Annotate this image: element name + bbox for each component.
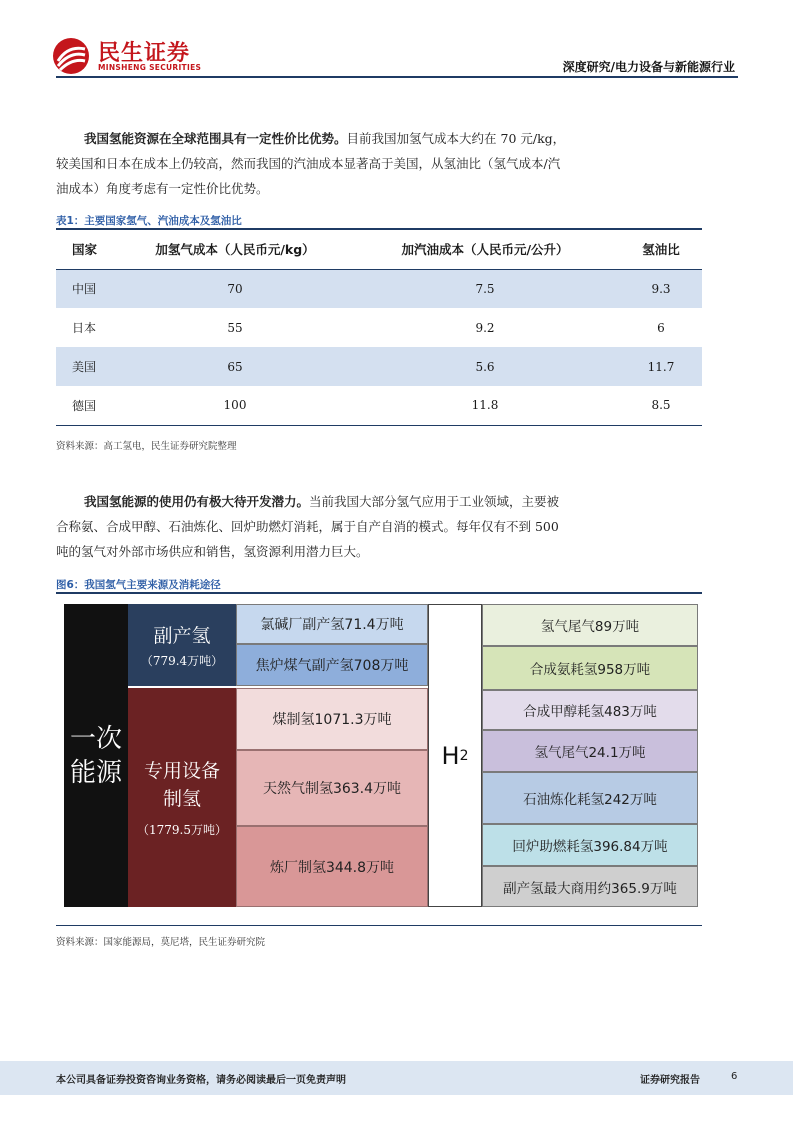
table-cell: 8.5 (620, 386, 702, 425)
hydrogen-flow-diagram (64, 604, 698, 907)
caption-divider (56, 592, 702, 594)
hydrogen-center-label (428, 604, 482, 907)
byproduct-source-item: 氯碱厂副产氢71.4万吨 (236, 604, 428, 644)
dedicated-source-item: 炼厂制氢344.8万吨 (236, 826, 428, 907)
page-footer (0, 1061, 793, 1095)
page-header (0, 0, 793, 80)
primary-energy-block (64, 604, 128, 907)
paragraph-potential (56, 489, 616, 564)
byproduct-total: （779.4万吨） (140, 654, 224, 668)
page-number: 6 (731, 1071, 738, 1082)
footer-report-type: 证券研究报告 (640, 1075, 700, 1086)
figure-source: 资料来源：国家能源局，莫尼塔，民生证券研究院 (56, 937, 266, 948)
hydrogen-subscript: 2 (459, 747, 469, 764)
paragraph-text: 目前我国加氢气成本大约在 70 元/kg， (346, 131, 566, 146)
primary-energy-label: 一次 (69, 723, 122, 754)
brand-name-en: MINSHENG SECURITIES (98, 63, 202, 72)
consumption-item: 副产氢最大商用约365.9万吨 (482, 866, 698, 907)
consumption-item: 氢气尾气89万吨 (482, 604, 698, 646)
figure-caption: 图6：我国氢气主要来源及消耗途径 (56, 579, 221, 591)
byproduct-source-item: 焦炉煤气副产氢708万吨 (236, 644, 428, 686)
table-cell: 70 (120, 269, 350, 308)
table-cell: 6 (657, 320, 665, 335)
table-cell: 中国 (56, 269, 120, 308)
table-cell: 65 (120, 347, 350, 386)
header-divider (56, 76, 738, 78)
table-header-cell: 国家 (56, 230, 120, 269)
table-caption: 表1：主要国家氢气、汽油成本及氢油比 (56, 215, 242, 227)
table-cell: 美国 (56, 347, 120, 386)
table-row (56, 308, 702, 347)
footer-disclaimer: 本公司具备证券投资咨询业务资格，请务必阅读最后一页免责声明 (56, 1075, 346, 1086)
consumption-item: 石油炼化耗氢242万吨 (482, 772, 698, 824)
table-cell: 9.2 (475, 320, 495, 335)
paragraph-line: 吨的氢气对外部市场供应和销售，氢资源利用潜力巨大。 (56, 544, 369, 559)
dedicated-source-item: 天然气制氢363.4万吨 (236, 750, 428, 826)
byproduct-hydrogen-block (128, 604, 236, 686)
table-header-cell: 氢油比 (620, 230, 702, 269)
byproduct-title: 副产氢 (153, 625, 211, 647)
table-row (56, 347, 702, 386)
table-row (56, 386, 702, 425)
table-row (56, 269, 702, 308)
dedicated-source-item: 煤制氢1071.3万吨 (236, 688, 428, 750)
brand-name-cn: 民生证券 (98, 41, 191, 66)
consumption-item: 合成氨耗氢958万吨 (482, 646, 698, 690)
consumption-item: 合成甲醇耗氢483万吨 (482, 690, 698, 730)
table-cell: 100 (120, 386, 350, 425)
primary-energy-label: 能源 (69, 757, 122, 788)
table-cell: 德国 (56, 386, 120, 425)
dedicated-total: （1779.5万吨） (137, 823, 227, 837)
table-cell: 7.5 (350, 269, 620, 308)
table-cell: 11.8 (350, 386, 620, 425)
table-cell: 9.3 (620, 269, 702, 308)
table-header-row (56, 230, 702, 269)
table-header-cell: 加氢气成本（人民币元/kg） (120, 230, 350, 269)
hydrogen-symbol: H (441, 741, 460, 770)
figure-source-divider (56, 925, 702, 926)
paragraph-line: 较美国和日本在成本上仍较高，然而我国的汽油成本显著高于美国，从氢油比（氢气成本/汽 (56, 156, 561, 171)
report-category: 深度研究/电力设备与新能源行业 (562, 60, 735, 74)
cost-table (56, 230, 702, 426)
dedicated-title: 制氢 (162, 788, 201, 810)
table-cell: 11.7 (620, 347, 702, 386)
table-cell: 55 (227, 320, 243, 335)
table-header-cell: 加汽油成本（人民币元/公升） (350, 230, 620, 269)
dedicated-title: 专用设备 (143, 760, 220, 782)
minsheng-logo-icon (52, 37, 90, 75)
paragraph-line (56, 489, 616, 514)
paragraph-lead: 我国氢能源的使用仍有极大待开发潜力。 (84, 494, 310, 509)
paragraph-text: 当前我国大部分氢气应用于工业领域，主要被 (309, 494, 560, 509)
paragraph-line (56, 126, 616, 151)
table-cell: 日本 (72, 321, 97, 335)
consumption-item: 氢气尾气24.1万吨 (482, 730, 698, 772)
table-cell: 5.6 (350, 347, 620, 386)
dedicated-hydrogen-block (128, 688, 236, 907)
paragraph-line: 合称氨、合成甲醇、石油炼化、回炉助燃灯消耗，属于自产自消的模式。每年仅有不到 500 (56, 519, 559, 534)
paragraph-lead: 我国氢能资源在全球范围具有一定性价比优势。 (84, 131, 347, 146)
consumption-item: 回炉助燃耗氢396.84万吨 (482, 824, 698, 866)
paragraph-line: 油成本）角度考虑有一定性价比优势。 (56, 181, 269, 196)
table-source: 资料来源：高工氢电，民生证券研究院整理 (56, 441, 237, 452)
paragraph-cost-advantage (56, 126, 616, 201)
